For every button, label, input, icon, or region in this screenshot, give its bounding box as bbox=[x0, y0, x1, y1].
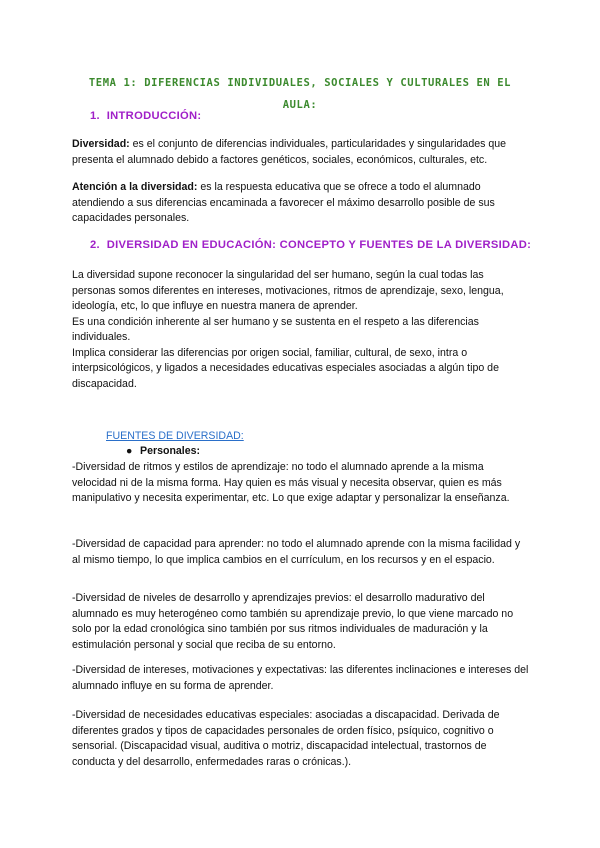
title-line-2: AULA: bbox=[282, 99, 318, 111]
atencion-definition bbox=[72, 180, 530, 227]
diversidad-term: Diversidad: bbox=[72, 138, 130, 150]
fuentes-link[interactable]: FUENTES DE DIVERSIDAD: bbox=[106, 430, 244, 442]
concepto-p2: Es una condición inherente al ser humano y se sustenta en el respeto a las diferencias individuales. bbox=[72, 315, 479, 343]
section-2-title: DIVERSIDAD EN EDUCACIÓN: CONCEPTO Y FUENTES DE LA DIVERSIDAD: bbox=[106, 239, 532, 251]
concepto-p3: Implica considerar las diferencias por origen social, familiar, cultural, de sexo, intra o interpsicológicos, y ligados a necesidades educativas especiales asociadas a algún tipo de discapacidad. bbox=[72, 346, 499, 390]
bullet-label: Personales: bbox=[140, 445, 201, 457]
atencion-text: es la respuesta educativa que se ofrece a todo el alumnado atendiendo a sus diferencias encaminada a favorecer el máximo desarrollo posible de sus capacidades personales. bbox=[72, 181, 495, 224]
list-item: -Diversidad de necesidades educativas especiales: asociadas a discapacidad. Derivada de diferentes grados y tipos de capacidades personales de orden físico, psíquico, cognitivo o sensorial. (Discapacidad visual, auditiva o motriz, discapacidad intelectual, trastornos de conducta y del desarrollo, enfermedades raras o crónicas.). bbox=[72, 709, 500, 768]
section-2-heading bbox=[90, 239, 531, 251]
section-1-title: INTRODUCCIÓN: bbox=[106, 110, 202, 122]
list-item: -Diversidad de niveles de desarrollo y aprendizajes previos: el desarrollo madurativo del alumnado es muy heterogéneo como también su aprendizaje previo, lo que viene marcado no solo por la edad cronológica sino también por sus ritmos individuales de maduración y la estimulación personal y social que reciba de su entorno. bbox=[72, 592, 514, 651]
title-line-1: TEMA 1: DIFERENCIAS INDIVIDUALES, SOCIALES Y CULTURALES EN EL bbox=[88, 77, 512, 89]
concepto-p1: La diversidad supone reconocer la singularidad del ser humano, según la cual todas las personas somos diferentes en intereses, motivaciones, ritmos de aprendizaje, sexo, lengua, ideología, etc, lo que influye en nuestra manera de aprender. bbox=[72, 269, 504, 312]
atencion-term: Atención a la diversidad: bbox=[72, 181, 198, 193]
bullet-dot: ● bbox=[126, 445, 133, 457]
bullet-personales bbox=[126, 445, 200, 457]
section-1-number: 1. bbox=[90, 110, 100, 122]
concepto-paragraph bbox=[72, 268, 530, 392]
diversidad-definition bbox=[72, 137, 530, 168]
list-item: -Diversidad de capacidad para aprender: no todo el alumnado aprende con la misma facilidad y al mismo tiempo, lo que implica cambios en el currículum, en los recursos y en el espacio. bbox=[72, 538, 521, 566]
section-1-heading bbox=[90, 110, 201, 122]
list-item: -Diversidad de intereses, motivaciones y expectativas: las diferentes inclinaciones e intereses del alumnado influye en su forma de aprender. bbox=[72, 664, 529, 692]
diversidad-text: es el conjunto de diferencias individuales, particularidades y singularidades que presenta el alumnado debido a factores genéticos, sociales, económicos, culturales, etc. bbox=[72, 138, 507, 166]
section-2-number: 2. bbox=[90, 239, 100, 251]
list-item: -Diversidad de ritmos y estilos de aprendizaje: no todo el alumnado aprende a la misma velocidad ni de la misma forma. Hay quien es más visual y necesita observar, quien es más manipulativo y necesita experimentar, etc. Lo que exige adaptar y personalizar la enseñanza. bbox=[72, 461, 510, 504]
